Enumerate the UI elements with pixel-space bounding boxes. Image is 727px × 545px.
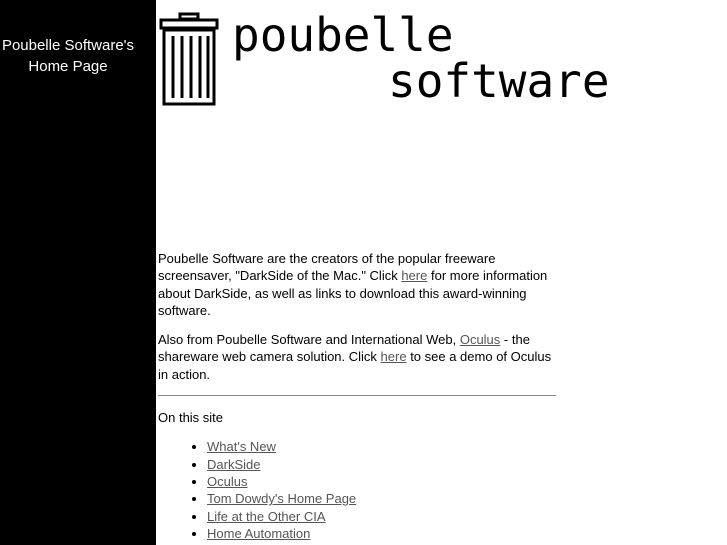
list-item — [207, 438, 556, 455]
list-item — [207, 525, 556, 542]
p2-text-b: - the shareware web camera solution. Click — [158, 332, 530, 365]
site-links-list — [158, 438, 556, 542]
sidebar-title: Poubelle Software's Home Page — [1, 37, 135, 75]
p2-text-c: to see a demo of Oculus in action. — [158, 349, 552, 382]
logo-word-software: software — [388, 54, 610, 108]
tom-dowdy-link[interactable]: Tom Dowdy's Home Page — [207, 491, 357, 507]
p2-text-a: Also from Poubelle Software and International Web, — [158, 332, 460, 348]
p1-text-a: Poubelle Software are the creators of the popular freeware screensaver, "DarkSide of the Mac." Click — [158, 251, 496, 284]
list-item — [207, 508, 556, 525]
oculus-link[interactable]: Oculus — [459, 332, 501, 348]
p1-text-b: for more information about DarkSide, as well as links to download this award-winning software. — [158, 268, 548, 318]
divider — [158, 395, 556, 396]
oculus-nav-link[interactable]: Oculus — [207, 473, 248, 489]
trash-can-icon — [158, 12, 220, 106]
list-item — [207, 490, 556, 507]
home-automation-link[interactable]: Home Automation — [207, 525, 311, 541]
oculus-here-link[interactable]: here — [380, 349, 407, 365]
oculus-paragraph — [158, 331, 556, 383]
logo-word-poubelle: poubelle — [232, 8, 454, 62]
on-this-site-heading: On this site — [158, 410, 224, 426]
logo — [158, 8, 610, 128]
darkside-link[interactable]: DarkSide — [207, 456, 261, 472]
darkside-here-link[interactable]: here — [401, 268, 428, 284]
whats-new-link[interactable]: What's New — [207, 439, 276, 455]
content — [158, 250, 556, 542]
list-item — [207, 456, 556, 473]
sidebar — [0, 0, 156, 545]
other-cia-link[interactable]: Life at the Other CIA — [207, 508, 326, 524]
darkside-paragraph — [158, 250, 556, 319]
list-item — [207, 473, 556, 490]
